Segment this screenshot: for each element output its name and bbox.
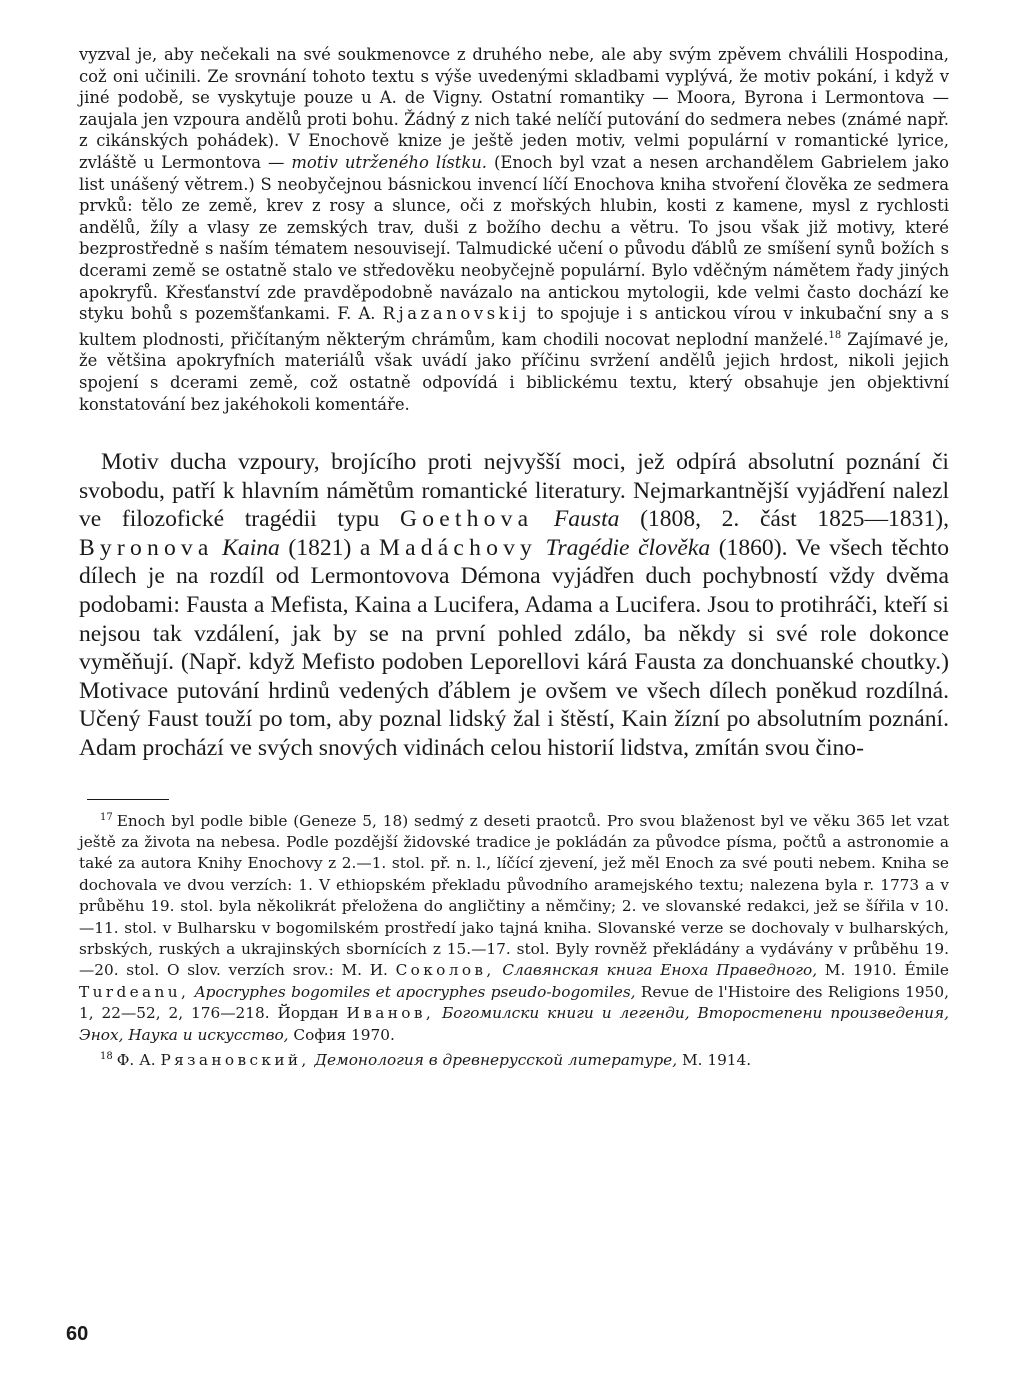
spaced-author-name: Goethova	[399, 506, 534, 533]
italic-phrase: motiv utrženého lístku.	[291, 152, 488, 172]
footnote-number: 17	[100, 811, 113, 823]
footnote-17	[79, 807, 949, 1046]
page-number: 60	[66, 1323, 89, 1345]
paragraph-main	[79, 448, 949, 763]
work-title: Kaina	[222, 534, 280, 561]
spaced-author-name: Byronova	[79, 534, 214, 561]
text-run: Ф. А.	[116, 1051, 161, 1070]
spaced-author-name: Madáchovy	[378, 534, 538, 561]
text-run: М. 1914.	[677, 1051, 752, 1070]
work-title: Богомилски книги и легенди, Второстепени произведения, Энох, Наука и искусство,	[79, 1004, 949, 1044]
work-title: Славянская книга Еноха Праведного,	[502, 961, 818, 980]
spaced-author-name: Иванов,	[346, 1004, 435, 1023]
text-run: Zajímavé je, že většina apokryfních materiálů však uvádí jako příčinu svržení andělů jejich hrdost, nikoli jejich spojení s dcerami země, což ostatně odpovídá i biblickému textu, který obsahuje jen objektivní konstatování bez jakéhokoli komentáře.	[79, 329, 949, 414]
text-run: Revue de l'Histoire des Religions 1950, 1, 22—52, 2, 176—218. Йордан	[79, 982, 949, 1023]
text-run: Enoch byl podle bible (Geneze 5, 18) sedmý z deseti praotců. Pro svou blaženost byl ve věku 365 let vzat ještě za života na nebesa. Podle pozdější židovské tradice je pokládán za původce písma, počtů a astronomie a také za autora Knihy Enochovy z 2.—1. stol. př. n. l., líčící zjevení, jež měl Enoch za své pouti nebem. Kniha se dochovala ve dvou verzích: 1. V ethiopském překladu původního aramejského textu; nalezena byla r. 1773 a v průběhu 19. stol. byla několikrát přeložena do angličtiny a němčiny; 2. ve slovanské redakci, jež se šířila v 10.—11. stol. v Bulharsku v bogomilském prostředí jako tajná kniha. Slovanské verze se dochovaly v bulharských, srbských, ruských a ukrajinských sbornících z 15.—17. stol. Byly rovněž překládány a vydávány v průběhu 19.—20. stol. O slov. verzích srov.: М. И.	[79, 811, 949, 980]
footnote-divider	[87, 799, 169, 800]
text-run: vyzval je, aby nečekali na své soukmenovce z druhého nebe, ale aby svým zpěvem chválili Hospodina, což oni učinili. Ze srovnání tohoto textu s výše uvedenými skladbami vyplývá, že motiv pokání, i když v jiné podobě, se vyskytuje pouze u A. de Vigny. Ostatní romantiky — Moora, Byrona i Lermontova — zaujala jen vzpoura andělů proti bohu. Žádný z nich také nelíčí putování do sedmera nebes (známé např. z cikánských pohádek). V Enochově knize je ještě jeden motiv, velmi populární v romantické lyrice, zvláště u Lermontova —	[79, 45, 949, 172]
text-run: (1860). Ve všech těchto dílech je na rozdíl od Lermontovova Démona vyjádřen duch pochybností vždy dvěma podobami: Fausta a Mefista, Kaina a Lucifera, Adama a Lucifera. Jsou to protihráči, kteří si nejsou tak vzdálení, jak by se na první pohled zdálo, ba někdy si své role dokonce vyměňují. (Např. když Mefisto podoben Leporellovi kárá Fausta za donchuanské choutky.) Motivace putování hrdinů vedených ďáblem je ovšem ve všech dílech poněkud rozdílná. Učený Faust touží po tom, aby poznal lidský žal i štěstí, Kain žízní po absolutním poznání. Adam prochází ve svých snových vidinách celou historií lidstva, zmítán svou čino-	[79, 534, 950, 762]
spaced-author-name: Turdeanu,	[79, 982, 190, 1001]
work-title: Apocryphes bogomiles et apocryphes pseudo-bogomiles,	[194, 982, 636, 1001]
page-content	[79, 44, 949, 1072]
text-run: (1821) a	[279, 534, 379, 561]
paragraph-continuation	[79, 44, 949, 415]
work-title: Tragédie člověka	[545, 534, 711, 561]
text-run: to spojuje i s antickou vírou v inkubační sny a s kultem plodnosti, přičítaným některým chrámům, kam chodili nocovat neplodní manželé.	[79, 304, 950, 349]
work-title: Fausta	[553, 506, 620, 533]
footnote-18	[79, 1046, 949, 1071]
work-title: Демонология в древнерусской литературе,	[314, 1051, 678, 1070]
footnote-reference[interactable]: 18	[828, 329, 842, 341]
spaced-author-name: Rjazanovskij	[382, 304, 530, 324]
text-run: (Enoch byl vzat a nesen archandělem Gabrielem jako list unášený větrem.) S neobyčejnou básnickou invencí líčí Enochova kniha stvoření člověka ze sedmera prvků: tělo ze země, krev z rosy a slunce, oči z mořských hlubin, kosti z kamene, mysl z rychlosti andělů, žíly a vlasy ze zemských trav, duši z božího dechu a větru. To jsou však již motivy, které bezprostředně s naším tématem nesouvisejí. Talmudické učení o původu ďáblů ze smíšení synů božích s dcerami země se ostatně stalo ve středověku neobyčejně populární. Bylo vděčným námětem řady jiných apokryfů. Křesťanství zde pravděpodobně navázalo na antickou mytologii, kde velmi často dochází ke styku bohů s pozemšťankami. F. A.	[79, 152, 949, 324]
footnote-number: 18	[100, 1051, 113, 1063]
text-run: (1808, 2. část 1825—1831),	[619, 506, 949, 533]
spaced-author-name: Рязановский,	[160, 1051, 310, 1070]
spaced-author-name: Соколов,	[395, 961, 495, 980]
text-run: Motiv ducha vzpoury, brojícího proti nejvyšší moci, jež odpírá absolutní poznání či svobodu, patří k hlavním námětům romantické literatury. Nejmarkantnější vyjádření nalezl ve filozofické tragédii typu	[79, 449, 949, 533]
text-run: М. 1910. Émile	[817, 961, 949, 980]
text-run: София 1970.	[288, 1025, 395, 1044]
